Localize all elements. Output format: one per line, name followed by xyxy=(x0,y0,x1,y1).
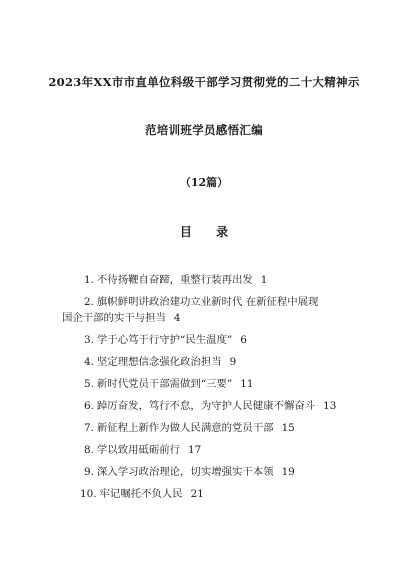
toc-item-title: 新时代党员干部需做到“三要” xyxy=(96,378,233,390)
toc-item[interactable] xyxy=(0,332,408,348)
toc-item-number: 1. xyxy=(84,274,94,286)
toc-item-title: 旗帜鲜明讲政治建功立业新时代 在新征程中展现 xyxy=(96,296,319,308)
toc-item[interactable] xyxy=(0,398,408,414)
toc-item-title-line-2 xyxy=(0,310,408,326)
toc-item-title: 学于心笃于行守护“民生温度” xyxy=(96,334,233,346)
toc-item-page: 21 xyxy=(190,488,204,500)
toc-item-number: 3. xyxy=(84,334,94,346)
toc-item-page: 15 xyxy=(281,422,295,434)
article-count: （12篇） xyxy=(179,176,229,189)
toc-item-title-line-1 xyxy=(0,294,408,310)
toc-item-page: 17 xyxy=(188,444,202,456)
document-title-line-1: 2023年XX市市直单位科级干部学习贯彻党的二十大精神示 xyxy=(48,75,360,89)
toc-item-title: 新征程上新作为做人民满意的党员干部 xyxy=(96,422,274,434)
toc-item[interactable] xyxy=(0,272,408,288)
toc-item-number: 8. xyxy=(84,444,94,456)
toc-item-page: 6 xyxy=(240,334,247,346)
toc-item-page: 1 xyxy=(260,274,268,286)
toc-item-page: 13 xyxy=(323,400,337,412)
toc-item-number: 6. xyxy=(84,400,94,412)
toc-item-page: 9 xyxy=(229,356,237,368)
toc-item-number: 9. xyxy=(84,466,94,478)
toc-item-page: 19 xyxy=(281,466,295,478)
toc-item-title-continued: 国企干部的实干与担当 xyxy=(62,312,166,324)
toc-item-title: 深入学习政治理论，切实增强实干本领 xyxy=(96,466,274,478)
document-title-line-2: 范培训班学员感悟汇编 xyxy=(145,123,263,137)
toc-item[interactable] xyxy=(0,354,408,370)
toc-item-title: 踔厉奋发，笃行不怠，为守护人民健康不懈奋斗 xyxy=(96,400,316,412)
toc-item-number: 2. xyxy=(84,296,94,308)
toc-item-page: 11 xyxy=(240,378,254,390)
toc-heading: 目 录 xyxy=(179,225,239,239)
toc-item-number: 7. xyxy=(84,422,94,434)
toc-item[interactable] xyxy=(0,464,408,480)
toc-item-number: 5. xyxy=(84,378,94,390)
toc-item-title: 不待扬鞭自奋蹄，重整行装再出发 xyxy=(96,274,253,286)
toc-item[interactable] xyxy=(0,376,408,392)
toc-item-page: 4 xyxy=(173,312,181,324)
toc-item-title: 牢记嘱托不负人民 xyxy=(99,488,183,500)
toc-item[interactable] xyxy=(0,486,408,502)
toc-item[interactable] xyxy=(0,420,408,436)
toc-item[interactable] xyxy=(0,442,408,458)
toc-item-number: 4. xyxy=(84,356,94,368)
toc-item-title: 学以致用砥砺前行 xyxy=(96,444,181,456)
toc-item-number: 10. xyxy=(80,488,97,500)
table-of-contents xyxy=(0,272,408,508)
toc-item-title: 坚定理想信念强化政治担当 xyxy=(96,356,222,368)
toc-item[interactable] xyxy=(0,294,408,326)
